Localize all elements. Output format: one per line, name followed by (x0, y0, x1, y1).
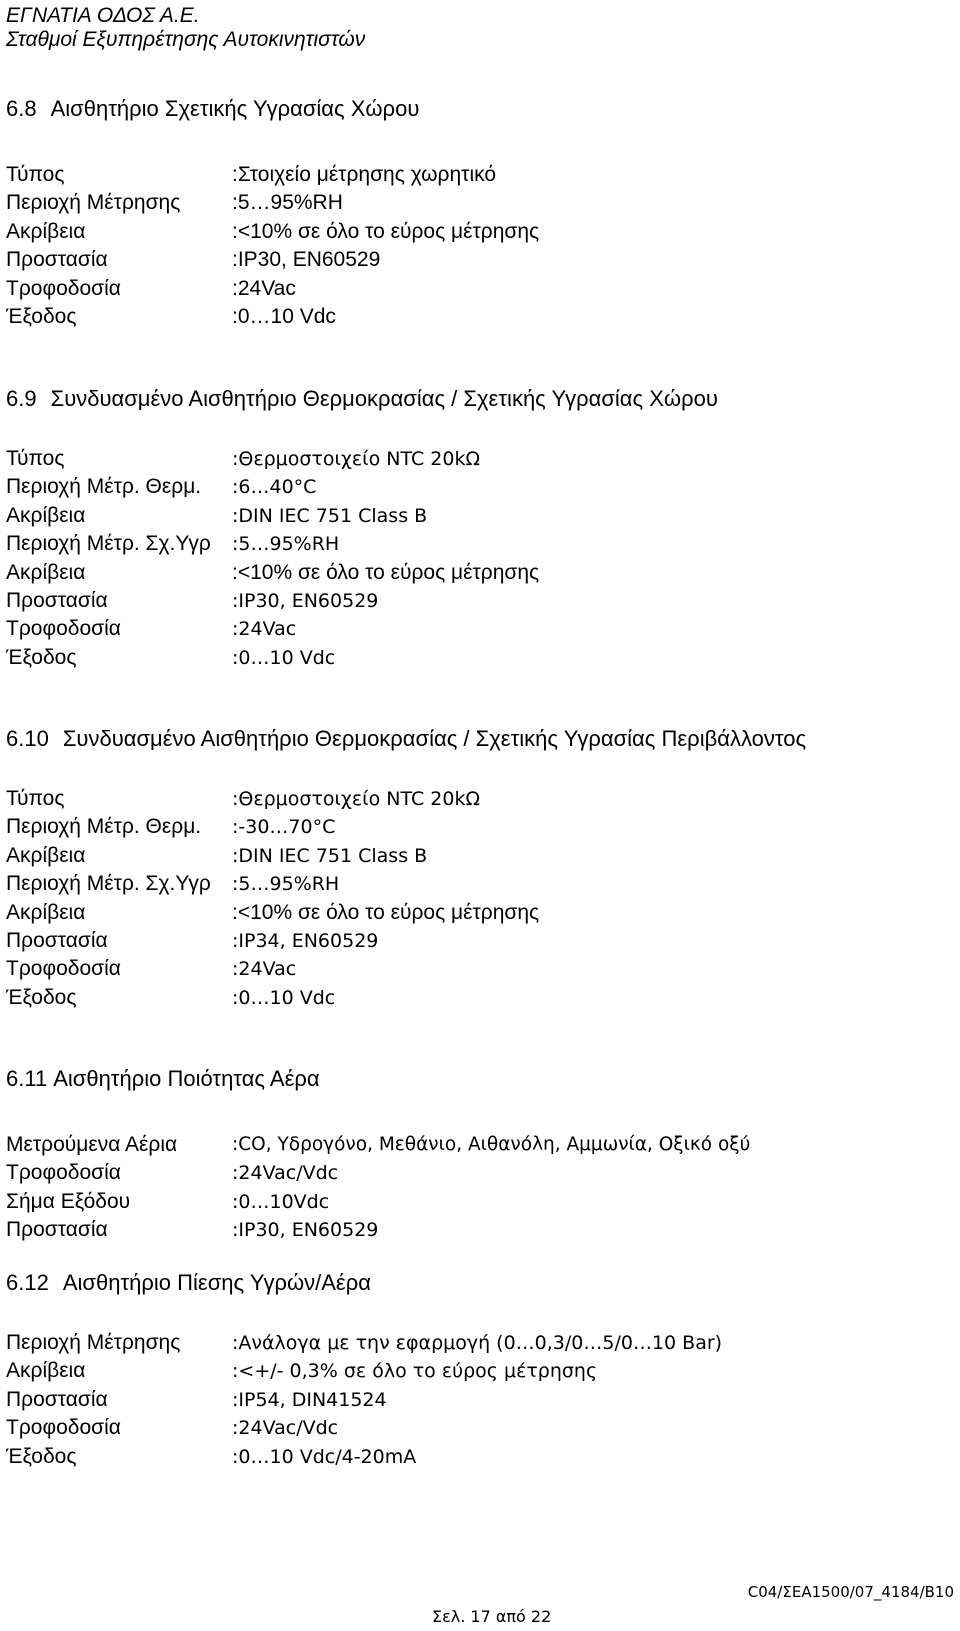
spec-value: :<10% σε όλο το εύρος μέτρησης (232, 560, 540, 584)
company-name: ΕΓΝΑΤΙΑ ΟΔΟΣ Α.Ε. (6, 4, 200, 27)
spec-row (6, 1216, 946, 1244)
spec-row (6, 1443, 946, 1471)
spec-label: Σήμα Εξόδου (6, 1189, 131, 1213)
spec-value: :<10% σε όλο το εύρος μέτρησης (232, 219, 540, 243)
spec-row (6, 1357, 946, 1385)
spec-label: Περιοχή Μέτρησης (6, 1331, 181, 1354)
spec-row (6, 189, 946, 217)
spec-row (6, 246, 946, 274)
spec-label: Τύπος (6, 787, 65, 810)
spec-label: Προστασία (6, 928, 108, 952)
section-title-6-8 (6, 95, 419, 123)
spec-list-6-9 (6, 445, 946, 672)
spec-value: :Θερμοστοιχείο NTC 20kΩ (232, 448, 480, 470)
section-title-6-9 (6, 385, 718, 413)
spec-label: Περιοχή Μέτρ. Σχ.Υγρ (6, 532, 211, 556)
spec-row (6, 275, 946, 303)
spec-row (6, 615, 946, 643)
spec-row (6, 1159, 946, 1187)
section-heading: Αισθητήριο Σχετικής Υγρασίας Χώρου (50, 96, 420, 121)
section-number: 6.10 (6, 726, 49, 751)
spec-value: :IP30, EN60529 (232, 248, 381, 272)
spec-value: :<+/- 0,3% σε όλο το εύρος μέτρησης (232, 1360, 598, 1383)
spec-label: Ακρίβεια (6, 900, 86, 924)
spec-label: Ακρίβεια (6, 219, 86, 243)
spec-label: Τύπος (6, 163, 65, 186)
spec-label: Περιοχή Μέτρησης (6, 191, 181, 215)
spec-row (6, 530, 946, 558)
spec-label: Ακρίβεια (6, 560, 86, 584)
spec-row (6, 1188, 946, 1216)
spec-label: Προστασία (6, 248, 108, 272)
spec-list-6-12 (6, 1329, 946, 1471)
spec-value: :IP34, EN60529 (232, 929, 379, 952)
spec-list-6-8 (6, 161, 946, 331)
spec-value: :24Vac/Vdc (232, 1162, 339, 1185)
spec-label: Έξοδος (6, 304, 77, 328)
spec-row (6, 587, 946, 615)
spec-value: :24Vac (232, 958, 297, 981)
spec-label: Προστασία (6, 1218, 108, 1242)
page-number: Σελ. 17 από 22 (432, 1607, 552, 1626)
spec-row (6, 445, 946, 473)
spec-label: Ακρίβεια (6, 1359, 86, 1383)
document-header (6, 4, 365, 52)
spec-value: :0…10Vdc (232, 1190, 330, 1213)
spec-value: :IP30, EN60529 (232, 589, 379, 612)
spec-label: Τροφοδοσία (6, 617, 121, 641)
section-heading: Συνδυασμένο Αισθητήριο Θερμοκρασίας / Σχετικής Υγρασίας Περιβάλλοντος (62, 726, 807, 751)
spec-label: Έξοδος (6, 645, 77, 669)
section-heading: Συνδυασμένο Αισθητήριο Θερμοκρασίας / Σχετικής Υγρασίας Χώρου (50, 386, 718, 411)
spec-label: Περιοχή Μέτρ. Θερμ. (6, 475, 202, 499)
spec-row (6, 644, 946, 672)
spec-list-6-11 (6, 1131, 946, 1245)
section-number: 6.9 (6, 386, 37, 411)
section-heading: Αισθητήριο Πίεσης Υγρών/Αέρα (62, 1270, 371, 1295)
spec-label: Έξοδος (6, 985, 77, 1009)
spec-row (6, 1386, 946, 1414)
spec-row (6, 502, 946, 530)
spec-list-6-10 (6, 785, 946, 1012)
spec-label: Τροφοδοσία (6, 1416, 121, 1440)
spec-value: :24Vac/Vdc (232, 1417, 339, 1440)
spec-row (6, 161, 946, 189)
spec-value: :24Vac (232, 618, 297, 641)
spec-value: :<10% σε όλο το εύρος μέτρησης (232, 900, 540, 924)
spec-value: :Στοιχείο μέτρησης χωρητικό (232, 163, 497, 186)
spec-row (6, 842, 946, 870)
spec-row (6, 955, 946, 983)
section-number: 6.12 (6, 1270, 49, 1295)
spec-row (6, 927, 946, 955)
spec-row (6, 218, 946, 246)
spec-label: Τύπος (6, 447, 65, 470)
spec-label: Προστασία (6, 588, 108, 612)
spec-value: :24Vac (232, 276, 296, 300)
spec-label: Προστασία (6, 1387, 108, 1411)
spec-value: :IP54, DIN41524 (232, 1388, 387, 1411)
spec-value: :DIN IEC 751 Class B (232, 844, 428, 867)
spec-value: :5…95%RH (232, 191, 343, 215)
spec-value: :6…40°C (232, 476, 317, 499)
spec-label: Ακρίβεια (6, 843, 86, 867)
spec-label: Περιοχή Μέτρ. Θερμ. (6, 815, 202, 839)
spec-label: Μετρούμενα Αέρια (6, 1133, 178, 1156)
spec-row (6, 1414, 946, 1442)
spec-label: Περιοχή Μέτρ. Σχ.Υγρ (6, 872, 211, 896)
spec-row (6, 1329, 946, 1357)
spec-value: :0…10 Vdc (232, 646, 336, 669)
section-title-6-11 (6, 1065, 320, 1093)
spec-value: :DIN IEC 751 Class B (232, 504, 428, 527)
spec-row (6, 1131, 946, 1159)
spec-value: :5…95%RH (232, 533, 340, 556)
spec-value: :Ανάλογα με την εφαρμογή (0…0,3/0…5/0…10 Bar) (232, 1332, 723, 1354)
spec-row (6, 473, 946, 501)
spec-value: :IP30, EN60529 (232, 1219, 379, 1242)
spec-value: :0…10 Vdc (232, 986, 336, 1009)
spec-label: Τροφοδοσία (6, 276, 121, 300)
document-subtitle: Σταθμοί Εξυπηρέτησης Αυτοκινητιστών (6, 28, 366, 51)
spec-row (6, 785, 946, 813)
section-heading: Αισθητήριο Ποιότητας Αέρα (53, 1066, 320, 1091)
spec-value: :0…10 Vdc (232, 304, 336, 328)
spec-value: :5…95%RH (232, 873, 340, 896)
spec-value: :-30…70°C (232, 816, 336, 839)
spec-label: Τροφοδοσία (6, 957, 121, 981)
section-number: 6.8 (6, 96, 37, 121)
spec-row (6, 984, 946, 1012)
spec-row (6, 303, 946, 331)
section-title-6-10 (6, 725, 806, 753)
spec-row (6, 813, 946, 841)
spec-value: :CO, Υδρογόνο, Μεθάνιο, Αιθανόλη, Αμμωνία, Οξικό οξύ (232, 1134, 751, 1155)
spec-value: :Θερμοστοιχείο NTC 20kΩ (232, 788, 480, 810)
spec-row (6, 870, 946, 898)
section-title-6-12 (6, 1269, 371, 1297)
spec-row (6, 899, 946, 927)
spec-row (6, 559, 946, 587)
document-code: C04/ΣΕΑ1500/07_4184/B10 (747, 1583, 954, 1601)
spec-label: Ακρίβεια (6, 503, 86, 527)
spec-label: Έξοδος (6, 1444, 77, 1468)
spec-value: :0…10 Vdc/4-20mA (232, 1445, 417, 1468)
spec-label: Τροφοδοσία (6, 1161, 121, 1185)
section-number: 6.11 (6, 1066, 48, 1091)
